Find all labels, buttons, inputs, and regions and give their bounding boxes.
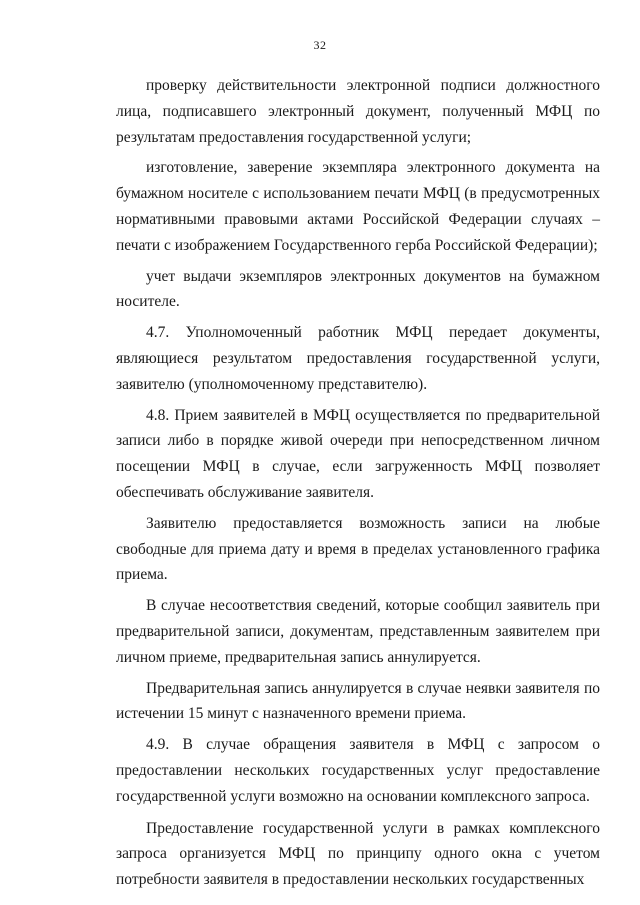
- document-body: [116, 73, 600, 893]
- paragraph-issuance-record: учет выдачи экземпляров электронных документов на бумажном носителе.: [116, 267, 600, 311]
- paragraph-4-7: 4.7. Уполномоченный работник МФЦ передает документы, являющиеся результатом предоставления государственной услуги, заявителю (уполномоченному представителю).: [116, 324, 600, 393]
- paragraph-4-8: 4.8. Прием заявителей в МФЦ осуществляется по предварительной записи либо в порядке живой очереди при непосредственном личном посещении МФЦ в случае, если загруженность МФЦ позволяет обеспечивать обслуживание заявителя.: [116, 406, 600, 501]
- paragraph-paper-copy: изготовление, заверение экземпляра электронного документа на бумажном носителе с использованием печати МФЦ (в предусмотренных нормативными правовыми актами Российской Федерации случаях – печати с изображением Государственного герба Российской Федерации);: [116, 159, 600, 254]
- paragraph-appointment-booking: Заявителю предоставляется возможность записи на любые свободные для приема дату и время в пределах установленного графика приема.: [116, 514, 600, 584]
- page-number: 32: [313, 38, 327, 52]
- paragraph-booking-mismatch: В случае несоответствия сведений, которые сообщил заявитель при предварительной записи, документам, представленным заявителем при личном приеме, предварительная запись аннулируется.: [116, 597, 600, 666]
- paragraph-booking-cancel: Предварительная запись аннулируется в случае неявки заявителя по истечении 15 минут с назначенного времени приема.: [116, 679, 600, 723]
- paragraph-signature-check: проверку действительности электронной подписи должностного лица, подписавшего электронный документ, полученный МФЦ по результатам предоставления государственной услуги;: [116, 77, 600, 146]
- paragraph-4-9: 4.9. В случае обращения заявителя в МФЦ с запросом о предоставлении нескольких государственных услуг предоставление государственной услуги возможно на основании комплексного запроса.: [116, 736, 600, 805]
- paragraph-complex-request: Предоставление государственной услуги в рамках комплексного запроса организуется МФЦ по принципу одного окна с учетом потребности заявителя в предоставлении нескольких государственных: [116, 819, 600, 889]
